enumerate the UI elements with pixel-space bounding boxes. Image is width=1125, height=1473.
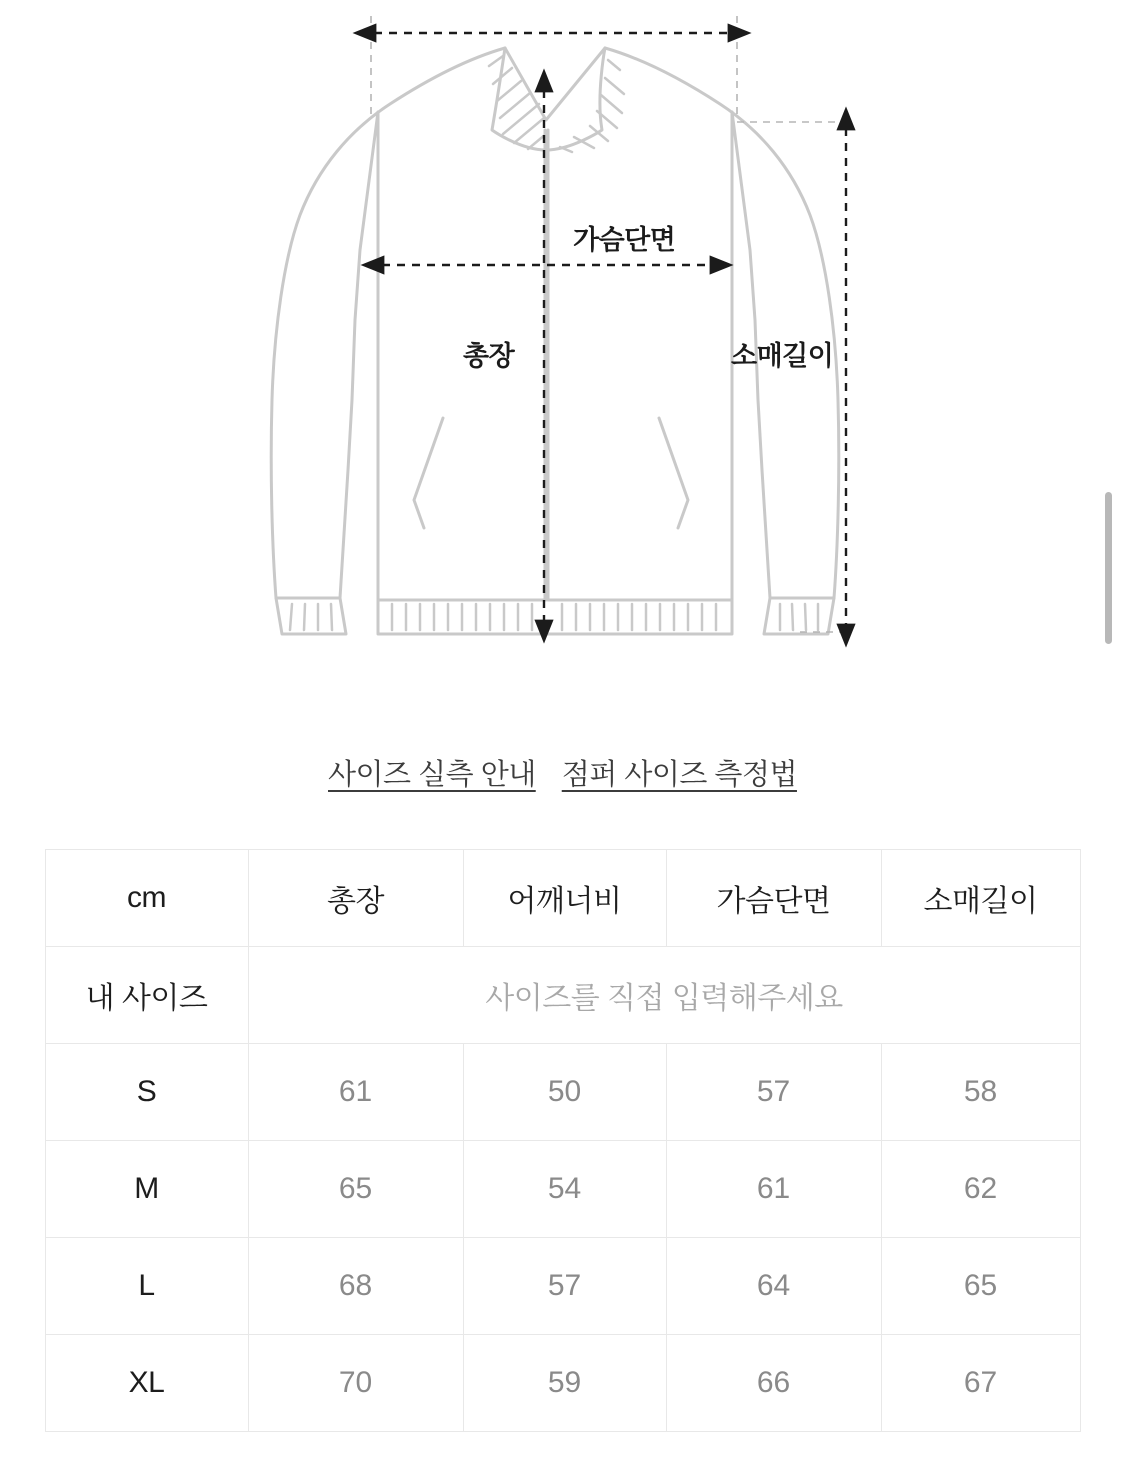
cell-chest: 64: [666, 1238, 881, 1335]
size-table: [45, 849, 1081, 1432]
diagram-label-total-length: 총장: [463, 341, 515, 371]
size-table-head: [45, 850, 1080, 947]
jacket-illustration: [0, 0, 1125, 700]
cell-length: 65: [248, 1141, 463, 1238]
cell-chest: 66: [666, 1335, 881, 1432]
table-row: [45, 1238, 1080, 1335]
column-header-chest: 가슴단면: [666, 850, 881, 947]
cell-shoulder: 54: [463, 1141, 666, 1238]
cell-shoulder: 50: [463, 1044, 666, 1141]
column-header-sleeve: 소매길이: [881, 850, 1080, 947]
column-header-shoulder: 어깨너비: [463, 850, 666, 947]
row-size-label: XL: [45, 1335, 248, 1432]
cell-length: 70: [248, 1335, 463, 1432]
size-info-links: [0, 752, 1125, 793]
cell-shoulder: 57: [463, 1238, 666, 1335]
cell-length: 61: [248, 1044, 463, 1141]
cell-sleeve: 67: [881, 1335, 1080, 1432]
table-row: [45, 1335, 1080, 1432]
cell-chest: 61: [666, 1141, 881, 1238]
cell-sleeve: 65: [881, 1238, 1080, 1335]
table-row: [45, 1141, 1080, 1238]
diagram-label-chest: 가슴단면: [573, 225, 676, 255]
my-size-label: 내 사이즈: [45, 947, 248, 1044]
cell-shoulder: 59: [463, 1335, 666, 1432]
row-size-label: L: [45, 1238, 248, 1335]
diagram-label-sleeve-length: 소매길이: [731, 341, 834, 371]
size-diagram: [0, 0, 1125, 700]
cell-sleeve: 62: [881, 1141, 1080, 1238]
cell-length: 68: [248, 1238, 463, 1335]
table-header-row: [45, 850, 1080, 947]
scrollbar-thumb[interactable]: [1105, 492, 1112, 644]
column-header-unit: cm: [45, 850, 248, 947]
jumper-measure-link[interactable]: 점퍼 사이즈 측정법: [561, 759, 797, 791]
column-header-length: 총장: [248, 850, 463, 947]
my-size-input[interactable]: 사이즈를 직접 입력해주세요: [248, 947, 1080, 1044]
cell-sleeve: 58: [881, 1044, 1080, 1141]
size-guide-link[interactable]: 사이즈 실측 안내: [328, 759, 536, 791]
row-size-label: S: [45, 1044, 248, 1141]
cell-chest: 57: [666, 1044, 881, 1141]
table-row: [45, 1044, 1080, 1141]
row-size-label: M: [45, 1141, 248, 1238]
my-size-row[interactable]: [45, 947, 1080, 1044]
size-table-body: [45, 947, 1080, 1432]
page-scrollbar[interactable]: [1109, 0, 1119, 1473]
